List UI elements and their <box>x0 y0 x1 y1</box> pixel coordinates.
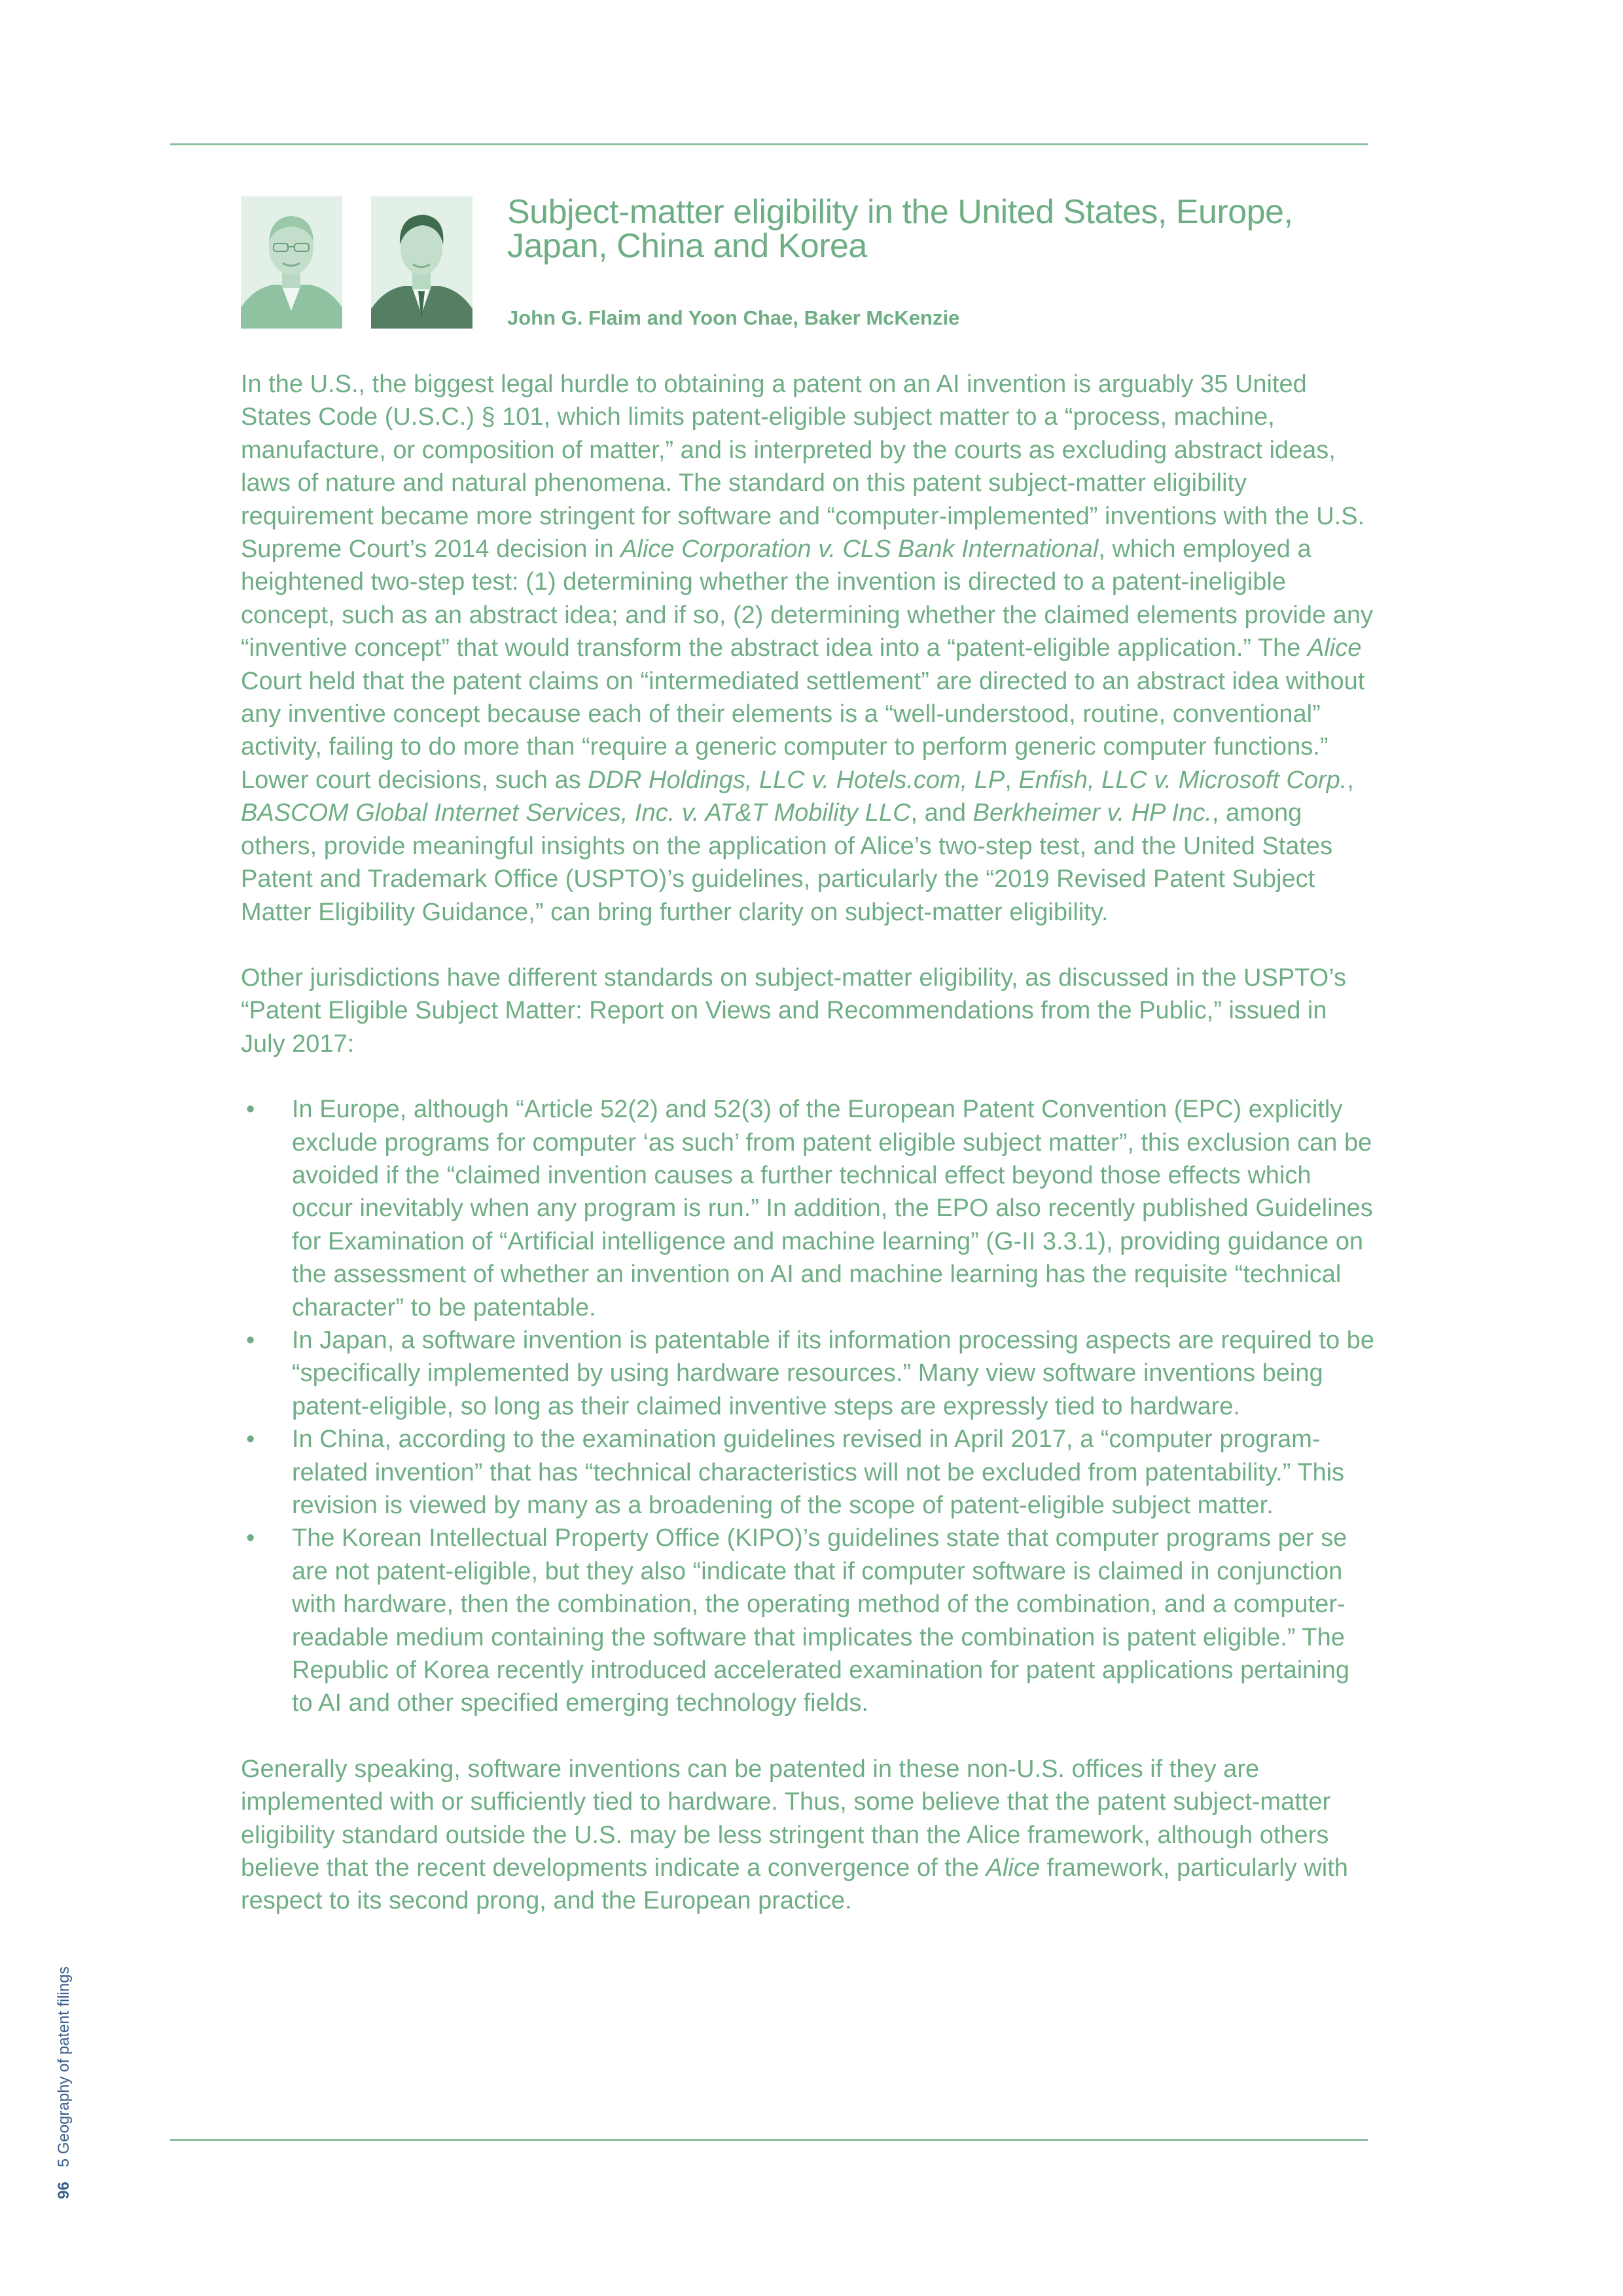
list-item: • In Japan, a software invention is patentable if its information processing aspects are required to be “specifically implemented by using hardware resources.” Many view software inventions being patent-eligible, so long as their claimed inventive steps are expressly tied to hardware. <box>241 1324 1377 1423</box>
bullet-icon: • <box>246 1326 255 1354</box>
article-body <box>241 368 1377 1918</box>
bullet-icon: • <box>246 1096 255 1124</box>
case-name: Alice Corporation v. CLS Bank International <box>620 535 1099 564</box>
article-authors: John G. Flaim and Yoon Chae, Baker McKenzie <box>507 306 960 329</box>
paragraph-2: Other jurisdictions have different standards on subject-matter eligibility, as discussed in the USPTO’s “Patent Eligible Subject Matter: Report on Views and Recommendations from the Public,” issued in July 2017: <box>241 963 1346 1058</box>
article-title: Subject-matter eligibility in the United States, Europe, Japan, China and Korea <box>507 193 1293 265</box>
list-item: • In Europe, although “Article 52(2) and 52(3) of the European Patent Convention (EPC) explicitly exclude programs for computer ‘as such’ from patent eligible subject matter”, this exclusion can be avoided if the “claimed invention causes a further technical effect beyond those effects which occur inevitably when any program is run.” In addition, the EPO also recently published Guidelines for Examination of “Artificial intelligence and machine learning” (G-II 3.3.1), providing guidance on the assessment of whether an invention on AI and machine learning has the requisite “technical character” to be patentable. <box>241 1093 1377 1324</box>
paragraph-1: In the U.S., the biggest legal hurdle to obtaining a patent on an AI invention is arguably 35 United States Code (U.S.C.) § 101, which limits patent-eligible subject matter to a “process, machine, manufacture, or composition of matter,” and is interpreted by the courts as excluding abstract ideas, laws of nature and natural phenomena. The standard on this patent subject-matter eligibility requirement became more stringent for software and “computer-implemented” inventions with the U.S. Supreme Court’s 2014 decision in Alice Corporation v. CLS Bank International, which employed a heightened two-step test: (1) determining whether the invention is directed to a patent-ineligible concept, such as an abstract idea; and if so, (2) determining whether the claimed elements provide any “inventive concept” that would transform the abstract idea into a “patent-eligible application.” The Alice Court held that the patent claims on “intermediated settlement” are directed to an abstract idea without any inventive concept because each of their elements is a “well-understood, routine, conventional” activity, failing to do more than “require a generic computer to perform generic computer functions.” Lower court decisions, such as DDR Holdings, LLC v. Hotels.com, LP, Enfish, LLC v. Microsoft Corp., BASCOM Global Internet Services, Inc. v. AT&T Mobility LLC, and Berkheimer v. HP Inc., among others, provide meaningful insights on the application of Alice’s two-step test, and the United States Patent and Trademark Office (USPTO)’s guidelines, particularly the “2019 Revised Patent Subject Matter Eligibility Guidance,” can bring further clarity on subject-matter eligibility. <box>241 370 1373 926</box>
list-item: • In China, according to the examination guidelines revised in April 2017, a “computer program-related invention” that has “technical characteristics will not be excluded from patentability.” This revision is viewed by many as a broadening of the scope of patent-eligible subject matter. <box>241 1423 1377 1522</box>
top-rule <box>170 143 1368 145</box>
section-label: 5 Geography of patent filings <box>55 1966 73 2168</box>
list-item: • The Korean Intellectual Property Office (KIPO)’s guidelines state that computer programs per se are not patent-eligible, but they also “indicate that if computer software is claimed in conjunction with hardware, then the combination, the operating method of the combination, and a computer-readable medium containing the software that implicates the combination is patent eligible.” The Republic of Korea recently introduced accelerated examination for patent applications pertaining to AI and other specified emerging technology fields. <box>241 1522 1377 1719</box>
case-name: Alice <box>1307 634 1362 662</box>
case-name: Alice <box>986 1854 1041 1882</box>
jurisdiction-list <box>241 1093 1377 1720</box>
bullet-icon: • <box>246 1426 255 1454</box>
page-number: 96 <box>55 2181 73 2199</box>
author-photo-flaim <box>241 196 342 329</box>
bullet-icon: • <box>246 1524 255 1552</box>
paragraph-3: Generally speaking, software inventions can be patented in these non-U.S. offices if they are implemented with or sufficiently tied to hardware. Thus, some believe that the patent subject-matter eligibility standard outside the U.S. may be less stringent than the Alice framework, although others believe that the recent developments indicate a convergence of the Alice framework, particularly with respect to its second prong, and the European practice. <box>241 1755 1348 1915</box>
author-photo-chae <box>371 196 473 329</box>
case-name: BASCOM Global Internet Services, Inc. v. AT&T Mobility LLC <box>241 799 911 827</box>
case-name: Enfish, LLC v. Microsoft Corp. <box>1018 766 1347 794</box>
case-name: Berkheimer v. HP Inc. <box>972 799 1212 827</box>
page-footer <box>55 1966 73 2199</box>
bottom-rule <box>170 2139 1368 2141</box>
case-name: DDR Holdings, LLC v. Hotels.com, LP <box>588 766 1005 794</box>
